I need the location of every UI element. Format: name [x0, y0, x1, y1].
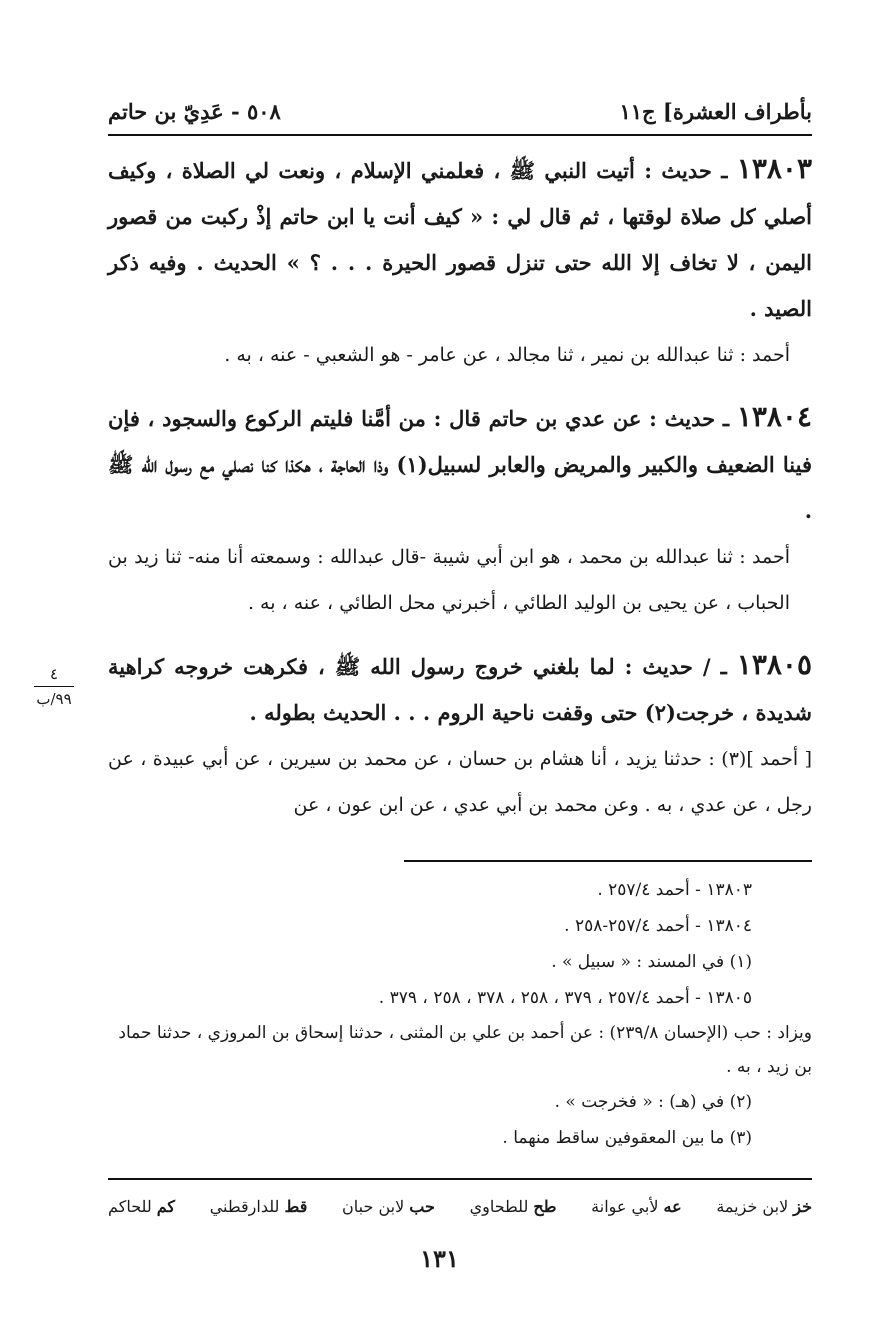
page-number: ١٣١	[420, 1244, 459, 1273]
footnotes	[108, 872, 812, 1156]
abbreviation-legend	[108, 1188, 812, 1224]
header-rule	[108, 134, 812, 136]
isnad-chain: أحمد : ثنا عبدالله بن محمد ، هو ابن أبي شيبة -قال عبدالله : وسمعته أنا منه- ثنا زيد بن الحباب ، عن يحيى بن الوليد الطائي ، أخبرني محل الطائي ، عنه ، به .	[108, 546, 790, 614]
header-section: ٥٠٨ - عَدِيّ بن حاتم	[108, 99, 281, 124]
footnote: ويزاد : حب (الإحسان ٢٣٩/٨) : عن أحمد بن علي بن المثنى ، حدثنا إسحاق بن المروزي ، حدثنا حماد بن زيد ، به .	[118, 1023, 812, 1077]
footnote: ١٣٨٠٣ - أحمد ٢٥٧/٤ .	[597, 880, 752, 900]
footnote: (١) في المسند : « سبيل » .	[551, 952, 752, 972]
folio-marker: ٩٩/ب	[36, 690, 72, 708]
header-title: بأطراف العشرة] ج١١	[619, 99, 812, 124]
footnote: (٣) ما بين المعقوفين ساقط منهما .	[502, 1128, 752, 1148]
legend-rule	[108, 1178, 812, 1180]
hadith-text: ـ / حديث : لما بلغني خروج رسول الله ﷺ ، فكرهت خروجه كراهية شديدة ، خرجت(٢) حتى وقفت ناحية الروم . . . الحديث بطوله .	[108, 654, 812, 725]
legend-item: حب لابن حبان	[342, 1196, 435, 1216]
isnad-chain: أحمد : ثنا عبدالله بن نمير ، ثنا مجالد ، عن عامر - هو الشعبي - عنه ، به .	[224, 344, 790, 366]
hadith-text: ـ حديث : عن عدي بن حاتم قال : من أمَّنا فليتم الركوع والسجود ، فإن فينا الضعيف والكبير والمريض والعابر لسبيل(١) وذا الحاجة ، هكذا كنا نصلي مع رسول الله ﷺ .	[108, 406, 813, 523]
footnote: ١٣٨٠٤ - أحمد ٢٥٧/٤-٢٥٨ .	[564, 916, 752, 936]
hadith-entry	[108, 642, 812, 736]
hadith-number: ١٣٨٠٣	[736, 152, 812, 185]
legend-item: قط للدارقطني	[209, 1196, 308, 1216]
legend-item: كم للحاكم	[108, 1196, 176, 1216]
footnote: (٢) في (هـ) : « فخرجت » .	[554, 1092, 752, 1112]
legend-item: عه لأبي عوانة	[591, 1196, 682, 1216]
legend-item: طح للطحاوي	[469, 1196, 557, 1216]
manuscript-margin-note	[28, 664, 80, 709]
main-text	[108, 146, 812, 834]
hadith-number: ١٣٨٠٥	[736, 648, 812, 681]
isnad-chain: [ أحمد ](٣) : حدثنا يزيد ، أنا هشام بن حسان ، عن محمد بن سيرين ، عن أبي عبيدة ، عن رجل ، عن عدي ، به . وعن محمد بن أبي عدي ، عن ابن عون ، عن	[108, 748, 812, 816]
running-header	[108, 84, 812, 124]
footnote-rule	[404, 860, 812, 862]
legend-item: خز لابن خزيمة	[716, 1196, 812, 1216]
volume-marker: ٤	[49, 665, 59, 683]
hadith-entry	[108, 146, 812, 332]
hadith-entry	[108, 394, 812, 534]
footnote: ١٣٨٠٥ - أحمد ٢٥٧/٤ ، ٣٧٩ ، ٢٥٨ ، ٣٧٨ ، ٢٥٨ ، ٣٧٩ .	[378, 988, 752, 1008]
hadith-text: ـ حديث : أتيت النبي ﷺ ، فعلمني الإسلام ، ونعت لي الصلاة ، وكيف أصلي كل صلاة لوقتها ، ثم قال لي : « كيف أنت يا ابن حاتم إذْ ركبت من قصور اليمن ، لا تخاف إلا الله حتى تنزل قصور الحيرة . . . ؟ » الحديث . وفيه ذكر الصيد .	[108, 158, 812, 321]
hadith-number: ١٣٨٠٤	[736, 400, 813, 433]
